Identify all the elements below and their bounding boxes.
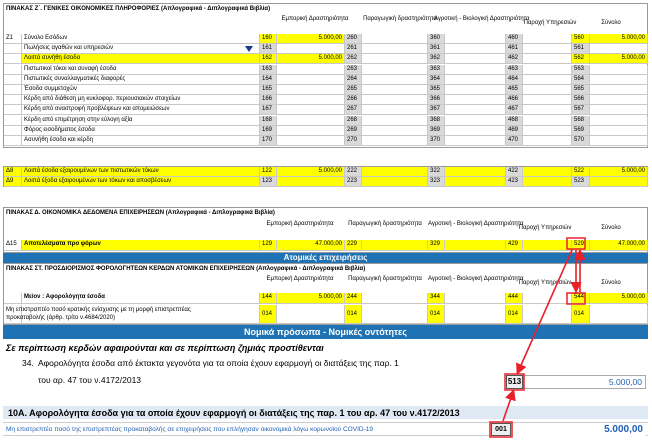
td-col-2: Παραγωγική δραστηριότητα [348, 221, 422, 227]
item-34-number: 34. [22, 358, 34, 368]
row-code: Ζ1 [4, 34, 22, 44]
code-cell-3: 363 [428, 65, 445, 75]
value-cell-1: 5.000,00 [277, 293, 345, 304]
code-cell-1: 161 [260, 44, 277, 54]
code-cell-3: 329 [428, 240, 445, 251]
code-cell-1: 164 [260, 75, 277, 85]
code-cell-5: 522 [572, 167, 590, 177]
value-cell-5: 5.000,00 [590, 167, 648, 177]
row-label: Φόρος εισοδήματος έσοδα [22, 126, 260, 136]
code-cell-2: 268 [345, 116, 362, 126]
highlight-box-544 [567, 293, 585, 304]
code-cell-3: 369 [428, 126, 445, 136]
tst-col-1: Εμπορική Δραστηριότητα [266, 276, 334, 282]
row-label: Αποτελέσματα προ φόρων [22, 240, 260, 251]
highlight-box-513 [505, 374, 524, 390]
code-cell-2: 244 [345, 293, 362, 304]
code-cell-3: 367 [428, 105, 445, 115]
tz-col-5: Σύνολο [601, 20, 621, 26]
code-cell-4: 469 [506, 126, 523, 136]
value-cell-1: 5.000,00 [277, 54, 345, 64]
code-cell-1: 166 [260, 95, 277, 105]
row-label: Πωλήσεις αγαθών και υπηρεσιών [22, 44, 260, 54]
value-cell-1: 5.000,00 [277, 34, 345, 44]
table-st-title: ΠΙΝΑΚΑΣ ΣΤ. ΠΡΟΣΔΙΟΡΙΣΜΟΣ ΦΟΡΟΛΟΓΗΤΕΩΝ ΚΕΡΔΩΝ ΑΤΟΜΙΚΩΝ ΕΠΙΧΕΙΡΗΣΕΩΝ (Απλογραφικά - Διπλογραφικά Βιβλία) [6, 266, 366, 272]
code-cell-1: 170 [260, 136, 277, 146]
code-cell-1: 160 [260, 34, 277, 44]
code-cell-4: 422 [506, 167, 523, 177]
table-d-title: ΠΙΝΑΚΑΣ Δ. ΟΙΚΟΝΟΜΙΚΑ ΔΕΔΟΜΕΝΑ ΕΠΙΧΕΙΡΗΣΕΩΝ (Απλογραφικά - Διπλογραφικά Βιβλία) [6, 210, 275, 216]
code-cell-2: 260 [345, 34, 362, 44]
section-10a-value: 5.000,00 [604, 424, 643, 435]
code-cell-5: 523 [572, 177, 590, 187]
code-cell-4: 466 [506, 95, 523, 105]
code-cell-5: 562 [572, 54, 590, 64]
value-cell-5: 5.000,00 [590, 54, 648, 64]
row-label: Ασυνήθη έσοδα και κέρδη [22, 136, 260, 146]
tz-col-3: Αγροτική - Βιολογική Δραστηριότητα [434, 16, 530, 22]
row-code: Δ15 [4, 240, 22, 251]
code-cell-5: 014 [572, 305, 590, 324]
code-cell-2: 267 [345, 105, 362, 115]
code-cell-1: 169 [260, 126, 277, 136]
row-label: Λοιπά έσοδα εξαιρουμένων των πιστωτικών τόκων [22, 167, 260, 177]
row-code: Δ9 [4, 177, 22, 187]
code-cell-4: 429 [506, 240, 523, 251]
code-cell-3: 370 [428, 136, 445, 146]
tz-col-1: Εμπορική Δραστηριότητα [281, 16, 349, 22]
value-cell-5: 47.000,00 [590, 240, 648, 251]
code-cell-3: 323 [428, 177, 445, 187]
item-34-code: 513 [507, 377, 522, 386]
code-cell-4: 465 [506, 85, 523, 95]
code-cell-2: 265 [345, 85, 362, 95]
code-cell-5: 567 [572, 105, 590, 115]
item-34-line1: Αφορολόγητα έσοδα από έκτακτα γεγονότα για τα οποία έχουν εφαρμογή οι διατάξεις της παρ. 1 [38, 358, 399, 368]
code-cell-5: 568 [572, 116, 590, 126]
code-cell-2: 264 [345, 75, 362, 85]
code-cell-3: 361 [428, 44, 445, 54]
code-cell-4: 014 [506, 305, 523, 324]
code-cell-4: 444 [506, 293, 523, 304]
code-cell-5: 560 [572, 34, 590, 44]
section-10a-heading: 10Α. Αφορολόγητα έσοδα για τα οποία έχουν εφαρμογή οι διατάξεις της παρ. 1 του αρ. 47 του ν.4172/2013 [8, 408, 460, 418]
code-cell-1: 167 [260, 105, 277, 115]
value-cell-1: 5.000,00 [277, 167, 345, 177]
row-label: Σύνολο Εσόδων [22, 34, 260, 44]
row-label: Κέρδη από επιμέτρηση στην εύλογη αξία [22, 116, 260, 126]
row-label: Πιστωτικές συναλλαγματικές διαφορές [22, 75, 260, 85]
item-34-value: 5.000,00 [608, 377, 642, 387]
arrow-529-to-513 [518, 250, 572, 372]
code-cell-2: 261 [345, 44, 362, 54]
section-10a-code: 001 [495, 426, 507, 433]
row-label: Μείον : Αφορολόγητα έσοδα [22, 293, 260, 304]
code-cell-1: 168 [260, 116, 277, 126]
code-cell-2: 270 [345, 136, 362, 146]
code-cell-3: 360 [428, 34, 445, 44]
code-cell-2: 269 [345, 126, 362, 136]
tst-col-4: Παροχή Υπηρεσιών [518, 280, 572, 286]
code-cell-1: 129 [260, 240, 277, 251]
code-cell-4: 461 [506, 44, 523, 54]
code-cell-2: 014 [345, 305, 362, 324]
code-cell-4: 460 [506, 34, 523, 44]
code-cell-5: 570 [572, 136, 590, 146]
code-cell-2: 222 [345, 167, 362, 177]
code-cell-5: 564 [572, 75, 590, 85]
td-col-4: Παροχή Υπηρεσιών [518, 225, 572, 231]
code-cell-5: 569 [572, 126, 590, 136]
code-cell-3: 344 [428, 293, 445, 304]
section-bar-individual: Ατομικές επιχειρήσεις [3, 253, 648, 263]
code-cell-3: 364 [428, 75, 445, 85]
code-cell-3: 368 [428, 116, 445, 126]
value-cell-1: 47.000,00 [277, 240, 345, 251]
code-cell-4: 462 [506, 54, 523, 64]
value-cell-5: 5.000,00 [590, 34, 648, 44]
code-cell-1: 014 [260, 305, 277, 324]
row-label-line1: Μη επιστραπτέο ποσό κρατικής ενίσχυσης με τη μορφή επιστρεπτέας [6, 307, 191, 313]
code-cell-2: 263 [345, 65, 362, 75]
code-cell-1: 163 [260, 65, 277, 75]
code-cell-1: 165 [260, 85, 277, 95]
tst-col-3: Αγροτική - Βιολογική Δραστηριότητα [428, 276, 524, 282]
code-cell-4: 467 [506, 105, 523, 115]
code-cell-3: 014 [428, 305, 445, 324]
td-col-1: Εμπορική Δραστηριότητα [266, 221, 334, 227]
code-cell-2: 223 [345, 177, 362, 187]
row-label: Κέρδη από αναστροφή προβλέψεων και απομειώσεων [22, 105, 260, 115]
code-cell-1: 162 [260, 54, 277, 64]
code-cell-5: 565 [572, 85, 590, 95]
row-label: Πιστωτικοί τόκοι και συναφή έσοδα [22, 65, 260, 75]
code-cell-5: 529 [572, 240, 590, 251]
arrow-001-to-513 [503, 392, 513, 421]
code-cell-4: 470 [506, 136, 523, 146]
value-cell-5: 5.000,00 [590, 293, 648, 304]
row-label-line2: προκαταβολής (άρθρ. τρίτο ν.4684/2020) [6, 315, 116, 321]
code-cell-5: 561 [572, 44, 590, 54]
tst-col-2: Παραγωγική δραστηριότητα [348, 276, 422, 282]
row-label: Έσοδα συμμετοχών [22, 85, 260, 95]
highlight-box-529 [567, 238, 585, 249]
row-label: Κέρδη από διάθεση μη κυκλοφορ. περιουσιακών στοιχείων [22, 95, 260, 105]
code-cell-4: 464 [506, 75, 523, 85]
section-10a-row-label: Μη επιστρεπτέο ποσό της επιστρεπτέας προκαταβολής σε επιχειρήσεις που επλήγησαν οικονομικά λόγω κορωνοϊού COVID-19 [6, 426, 373, 433]
tz-col-4: Παροχή Υπηρεσιών [523, 20, 577, 26]
code-cell-4: 463 [506, 65, 523, 75]
highlight-box-001 [490, 422, 512, 437]
code-cell-5: 544 [572, 293, 590, 304]
code-cell-5: 566 [572, 95, 590, 105]
code-cell-3: 365 [428, 85, 445, 95]
code-cell-4: 468 [506, 116, 523, 126]
row-code: Δ8 [4, 167, 22, 177]
tz-col-2: Παραγωγική δραστηριότητα [363, 16, 437, 22]
code-cell-5: 563 [572, 65, 590, 75]
td-col-3: Αγροτική - Βιολογική Δραστηριότητα [428, 221, 524, 227]
code-cell-1: 144 [260, 293, 277, 304]
table-z-title: ΠΙΝΑΚΑΣ Ζ΄. ΓΕΝΙΚΕΣ ΟΙΚΟΝΟΜΙΚΕΣ ΠΛΗΡΟΦΟΡΙΕΣ (Απλογραφικά - Διπλογραφικά Βιβλία) [6, 6, 271, 12]
row-label: Λοιπά έξοδα εξαιρουμένων των τόκων και αποσβέσεων [22, 177, 260, 187]
code-cell-2: 262 [345, 54, 362, 64]
td-col-5: Σύνολο [601, 225, 621, 231]
code-cell-2: 229 [345, 240, 362, 251]
code-cell-4: 423 [506, 177, 523, 187]
code-cell-1: 122 [260, 167, 277, 177]
tst-col-5: Σύνολο [601, 280, 621, 286]
row-label: Λοιπά συνήθη έσοδα [22, 54, 260, 64]
item-34-line2: του αρ. 47 του ν.4172/2013 [38, 375, 142, 385]
section-heading: Σε περίπτωση κερδών αφαιρούνται και σε περίπτωση ζημιάς προστίθενται [6, 343, 324, 353]
code-cell-2: 266 [345, 95, 362, 105]
section-bar-legal: Νομικά πρόσωπα - Νομικές οντότητες [3, 325, 648, 339]
code-cell-3: 366 [428, 95, 445, 105]
code-cell-1: 123 [260, 177, 277, 187]
code-cell-3: 322 [428, 167, 445, 177]
code-cell-3: 362 [428, 54, 445, 64]
